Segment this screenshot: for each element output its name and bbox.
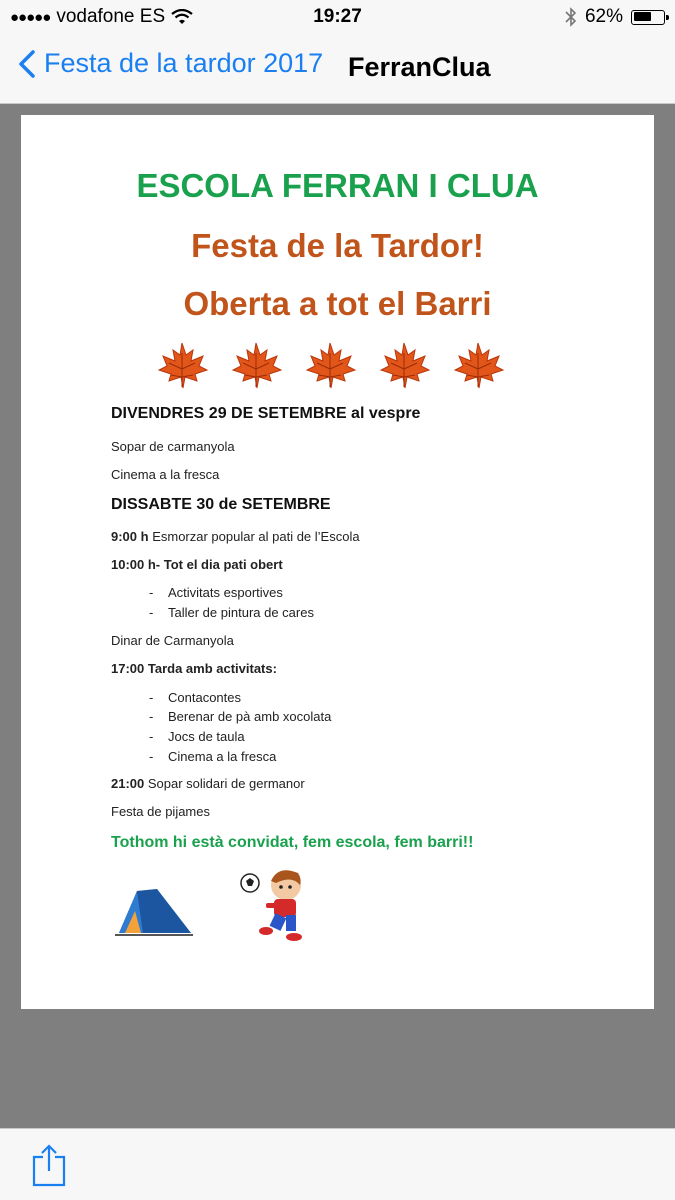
breakfast-text: Esmorzar popular al pati de l’Escola bbox=[148, 529, 360, 544]
friday-item: Cinema a la fresca bbox=[111, 467, 220, 482]
maple-leaf-icon bbox=[229, 341, 283, 391]
maple-leaf-icon bbox=[377, 341, 431, 391]
dinner-time: 21:00 bbox=[111, 776, 145, 791]
dinner-line bbox=[111, 776, 305, 791]
event-subtitle: Oberta a tot el Barri bbox=[183, 285, 492, 322]
list-item-label: Jocs de taula bbox=[168, 729, 245, 744]
bluetooth-icon bbox=[565, 7, 577, 27]
document-page bbox=[21, 115, 654, 1009]
breakfast-time: 9:00 h bbox=[111, 529, 149, 544]
clock: 19:27 bbox=[313, 6, 362, 27]
list-item-label: Activitats esportives bbox=[168, 585, 283, 600]
school-title: ESCOLA FERRAN I CLUA bbox=[136, 167, 539, 204]
battery-percent: 62% bbox=[584, 6, 623, 27]
open-day-line: 10:00 h- Tot el dia pati obert bbox=[111, 557, 283, 572]
bottom-toolbar bbox=[0, 1128, 675, 1200]
pajama-party-line: Festa de pijames bbox=[111, 804, 210, 819]
list-item: - Activitats esportives bbox=[149, 585, 283, 600]
list-item: - Berenar de pà amb xocolata bbox=[149, 709, 332, 724]
list-item-label: Taller de pintura de cares bbox=[168, 605, 314, 620]
battery-icon bbox=[631, 10, 665, 25]
list-item: - Taller de pintura de cares bbox=[149, 605, 314, 620]
friday-item: Sopar de carmanyola bbox=[111, 439, 235, 454]
friday-heading: DIVENDRES 29 DE SETEMBRE al vespre bbox=[111, 405, 421, 422]
tent-icon bbox=[113, 883, 195, 939]
list-item-label: Cinema a la fresca bbox=[168, 749, 277, 764]
list-item: - Cinema a la fresca bbox=[149, 749, 277, 764]
maple-leaf-icon bbox=[155, 341, 209, 391]
navigation-bar bbox=[0, 34, 675, 104]
maple-leaf-icon bbox=[303, 341, 357, 391]
event-title: Festa de la Tardor! bbox=[191, 227, 484, 264]
signal-dots-icon: ●●●●● bbox=[10, 8, 51, 26]
battery-fill bbox=[634, 12, 651, 21]
soccer-kid-icon bbox=[236, 863, 316, 943]
afternoon-line: 17:00 Tarda amb activitats: bbox=[111, 661, 277, 676]
list-item: - Jocs de taula bbox=[149, 729, 245, 744]
back-chevron-icon bbox=[18, 49, 36, 79]
carrier-label: vodafone ES bbox=[56, 6, 166, 27]
back-button[interactable] bbox=[18, 48, 323, 79]
lunch-line: Dinar de Carmanyola bbox=[111, 633, 234, 648]
saturday-heading: DISSABTE 30 de SETEMBRE bbox=[111, 496, 331, 513]
back-button-label: Festa de la tardor 2017 bbox=[44, 48, 324, 78]
leaf-row bbox=[155, 341, 505, 391]
maple-leaf-icon bbox=[451, 341, 505, 391]
status-bar bbox=[0, 0, 675, 34]
closing-message: Tothom hi està convidat, fem escola, fem barri!! bbox=[111, 834, 474, 851]
list-item-label: Contacontes bbox=[168, 690, 241, 705]
list-item: - Contacontes bbox=[149, 690, 241, 705]
battery-group bbox=[565, 6, 665, 28]
share-icon[interactable] bbox=[30, 1143, 68, 1187]
nav-title: FerranClua bbox=[348, 52, 491, 82]
dinner-text: Sopar solidari de germanor bbox=[144, 776, 305, 791]
breakfast-line bbox=[111, 529, 360, 544]
list-item-label: Berenar de pà amb xocolata bbox=[168, 709, 332, 724]
